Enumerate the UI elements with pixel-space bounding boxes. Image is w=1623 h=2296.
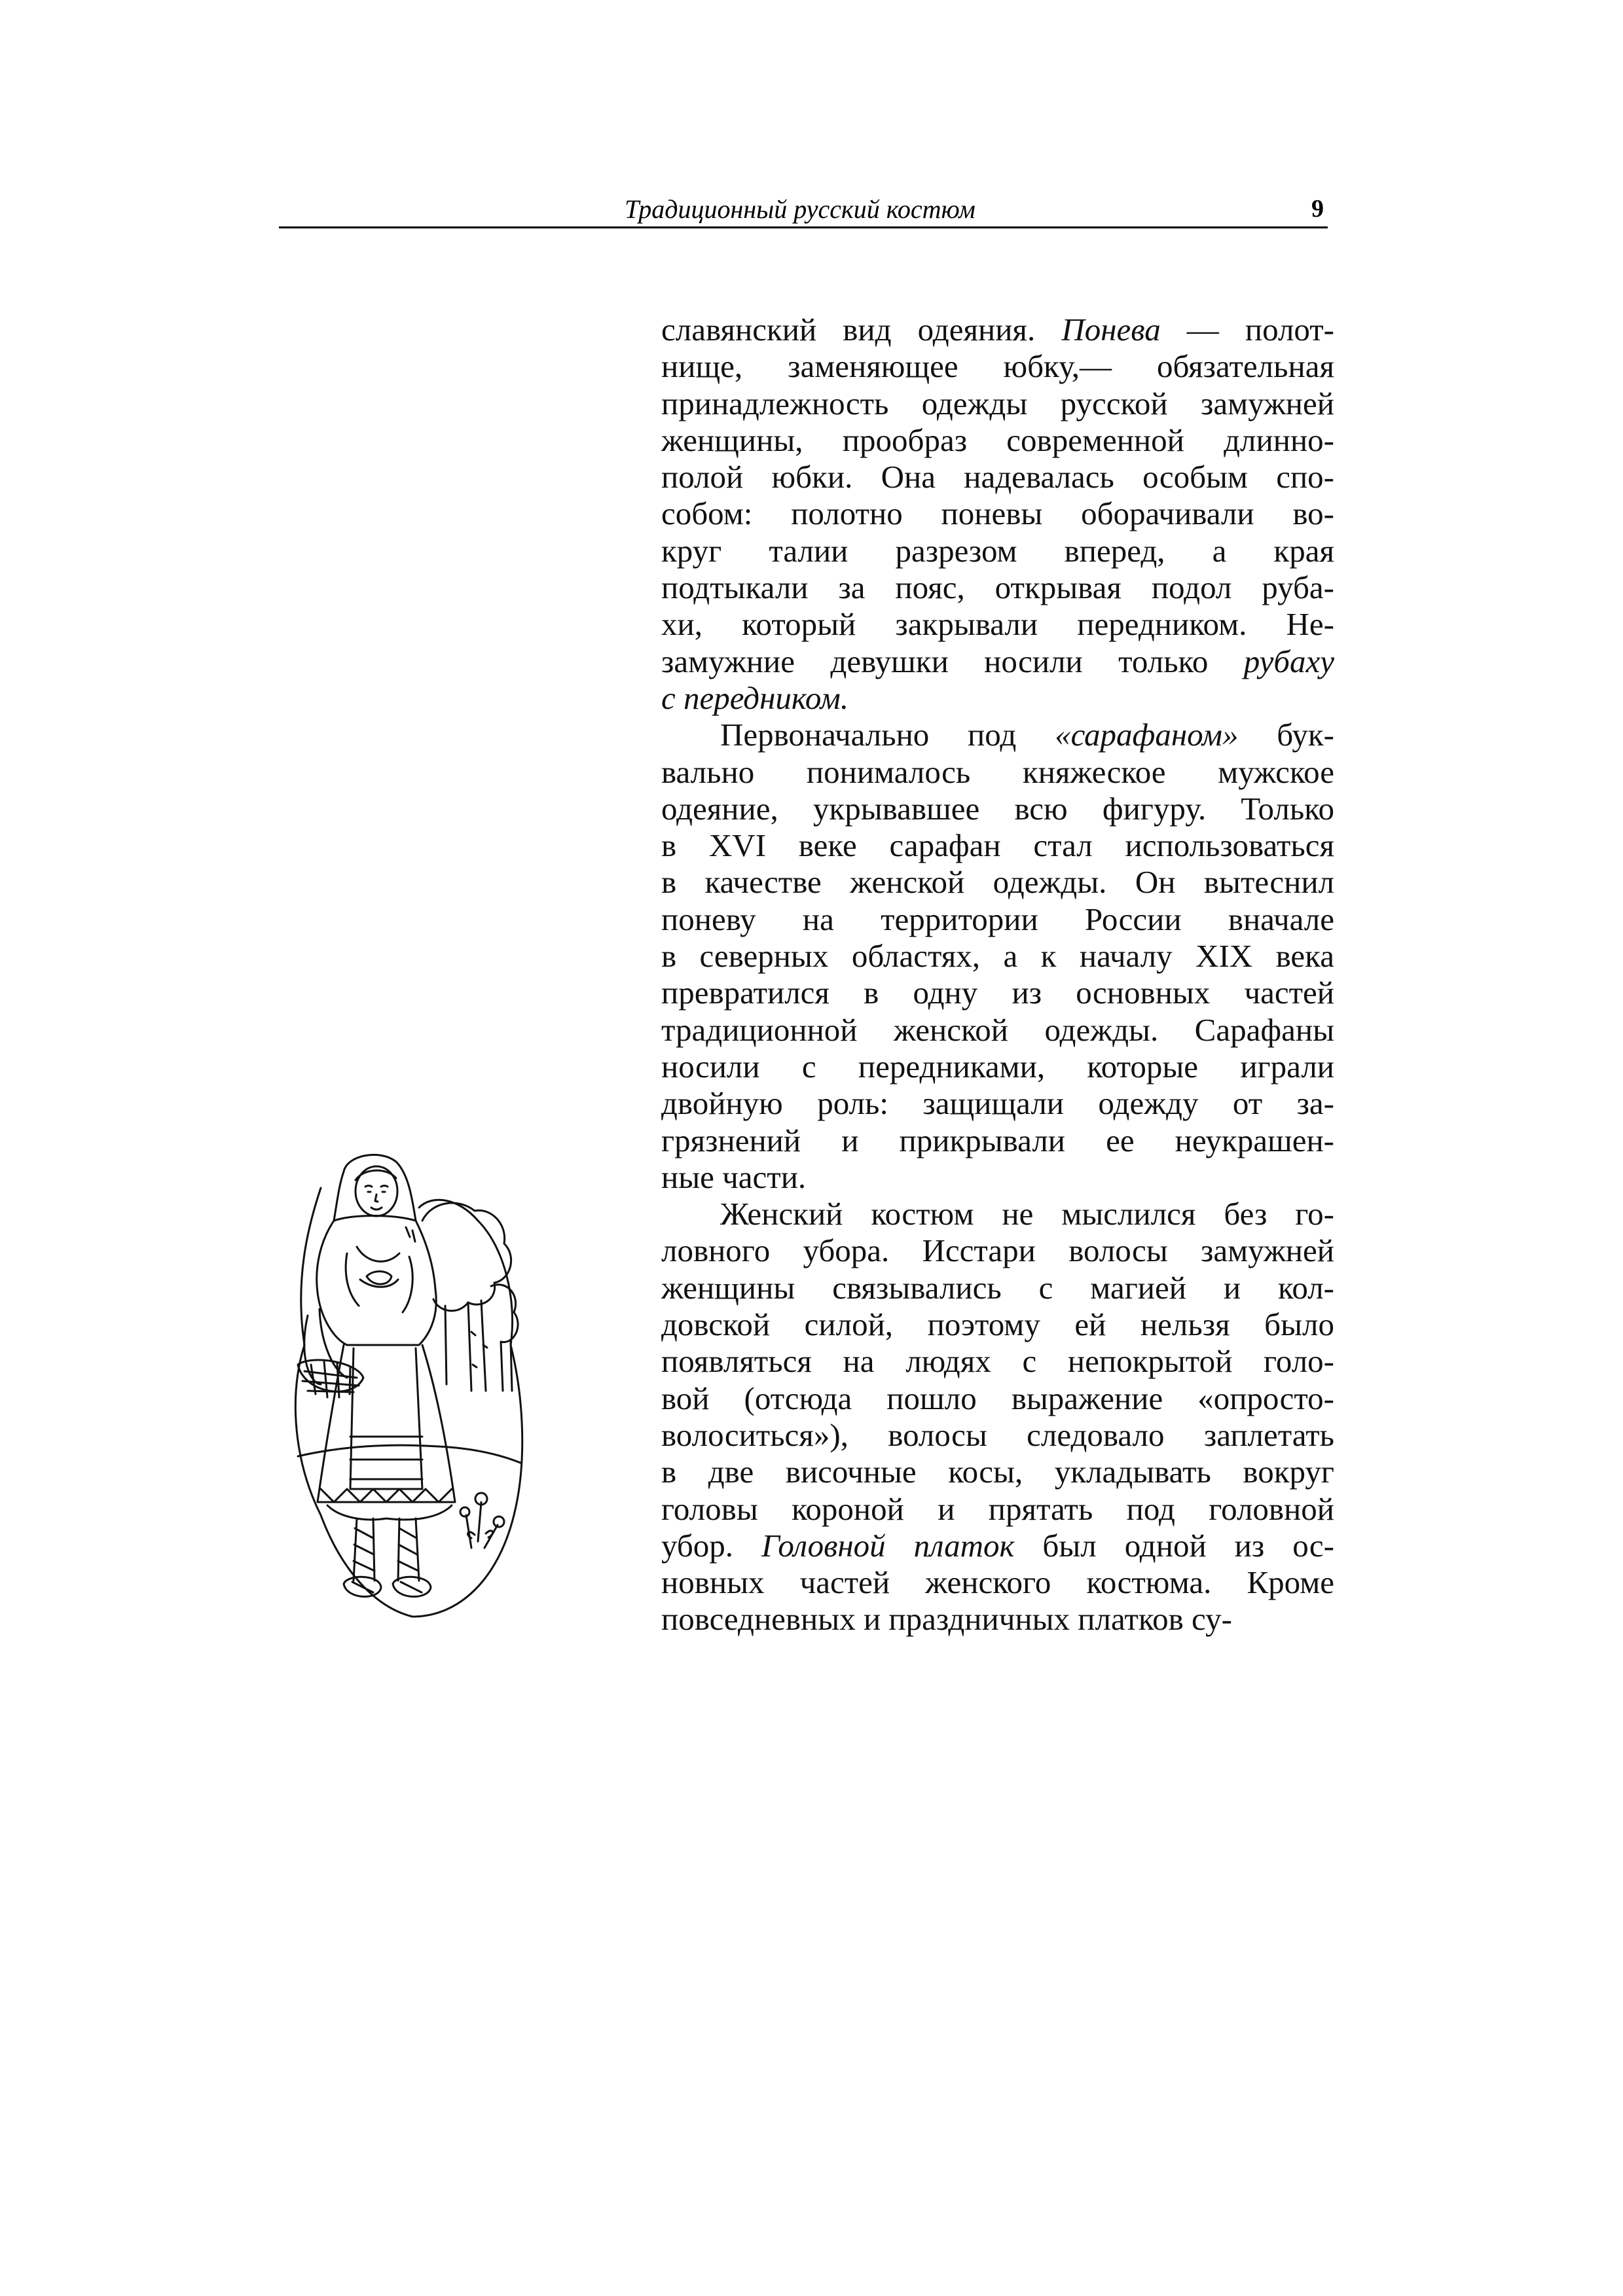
text-segment: принадлежность одежды русской замужней [661,385,1334,422]
text-segment: замужние девушки носили только [661,643,1244,679]
text-line [661,1159,1334,1196]
text-line [661,1491,1334,1528]
text-segment: поневу на территории России вначале [661,901,1334,937]
italic-term: рубаху [1243,643,1334,679]
text-line [661,1049,1334,1085]
text-segment: ловного убора. Исстари волосы замужней [661,1232,1334,1269]
text-line [661,1232,1334,1269]
text-segment: в две височные косы, укладывать вокруг [661,1454,1334,1490]
text-segment: традиционной женской одежды. Сарафаны [661,1011,1334,1048]
text-line [661,717,1334,753]
text-segment: собом: полотно поневы оборачивали во- [661,495,1334,532]
text-line [661,754,1334,791]
text-segment: вально понималось княжеское мужское [661,753,1334,790]
text-line [661,680,1334,717]
text-line [661,1306,1334,1343]
text-line [661,348,1334,385]
text-segment: грязнений и прикрывали ее неукрашен- [661,1122,1334,1158]
text-line [661,975,1334,1011]
text-line [661,422,1334,459]
text-segment: женщины, прообраз современной длинно- [661,422,1334,458]
text-segment: в северных областях, а к началу XIX века [661,938,1334,975]
text-line [661,901,1334,938]
flowers [460,1493,504,1548]
text-line [661,643,1334,680]
paragraph [661,717,1334,1196]
figure-skirt [318,1345,455,1520]
text-segment: повседневных и праздничных платков су- [661,1601,1232,1638]
text-segment: Первоначально под [720,717,1055,753]
text-line [661,791,1334,827]
text-line [661,1012,1334,1049]
page-number: 9 [1311,195,1324,223]
text-segment: убор. [661,1527,762,1564]
text-segment: — полот- [1160,312,1334,348]
text-line [661,459,1334,495]
italic-term: «сарафаном» [1055,717,1239,753]
text-segment: новных частей женского костюма. Кроме [661,1564,1334,1601]
text-segment: появляться на людях с непокрытой голо- [661,1343,1334,1380]
text-line [661,1454,1334,1490]
figure-head [334,1155,416,1221]
italic-term: с передником. [661,679,849,716]
text-line [661,606,1334,643]
text-line [661,1270,1334,1306]
text-segment: вой (отсюда пошло выражение «опросто- [661,1380,1334,1416]
text-segment: хи, который закрывали передником. Не- [661,606,1334,643]
text-segment: одеяние, укрывавшее всю фигуру. Только [661,790,1334,827]
text-line [661,1343,1334,1380]
text-segment: женщины связывались с магией и кол- [661,1269,1334,1306]
text-segment: бук- [1238,717,1334,753]
text-line [661,1085,1334,1122]
body-text-column [661,312,1334,1638]
text-line [661,1196,1334,1232]
text-segment: довской силой, поэтому ей нельзя было [661,1306,1334,1343]
text-segment: был одной из ос- [1014,1527,1334,1564]
running-title: Традиционный русский костюм [625,194,976,224]
figure-legs [344,1518,431,1596]
text-line [661,1122,1334,1159]
italic-term: Понева [1061,312,1161,348]
text-segment: ные части. [661,1158,807,1195]
vignette-outline [295,1188,522,1617]
text-segment: Женский костюм не мыслился без го- [720,1196,1334,1232]
text-line [661,569,1334,606]
text-line [661,386,1334,422]
text-line [661,827,1334,864]
figure-torso [317,1221,437,1345]
text-line [661,1601,1334,1638]
text-line [661,1417,1334,1454]
text-segment: полой юбки. Она надевалась особым спо- [661,459,1334,495]
text-line [661,938,1334,975]
text-line [661,533,1334,569]
text-segment: круг талии разрезом вперед, а края [661,532,1334,569]
italic-term: Головной платок [761,1527,1015,1564]
illustration-peasant-girl [282,1149,530,1626]
paragraph [661,312,1334,717]
text-line [661,312,1334,348]
running-head [279,192,1328,228]
text-segment: превратился в одну из основных частей [661,975,1334,1011]
text-line [661,1564,1334,1601]
text-segment: подтыкали за пояс, открывая подол руба- [661,569,1334,606]
text-segment: в качестве женской одежды. Он вытеснил [661,864,1334,901]
paragraph [661,1196,1334,1638]
text-segment: в XVI веке сарафан стал использоваться [661,827,1334,864]
text-segment: головы короной и прятать под головной [661,1490,1334,1527]
text-segment: нище, заменяющее юбку,— обязательная [661,348,1334,385]
text-segment: славянский вид одеяния. [661,312,1062,348]
text-line [661,1528,1334,1564]
text-line [661,864,1334,901]
text-line [661,1380,1334,1417]
text-segment: волоситься»), волосы следовало заплетать [661,1416,1334,1453]
text-line [661,495,1334,532]
text-segment: двойную роль: защищали одежду от за- [661,1085,1334,1122]
text-segment: носили с передниками, которые играли [661,1048,1334,1085]
